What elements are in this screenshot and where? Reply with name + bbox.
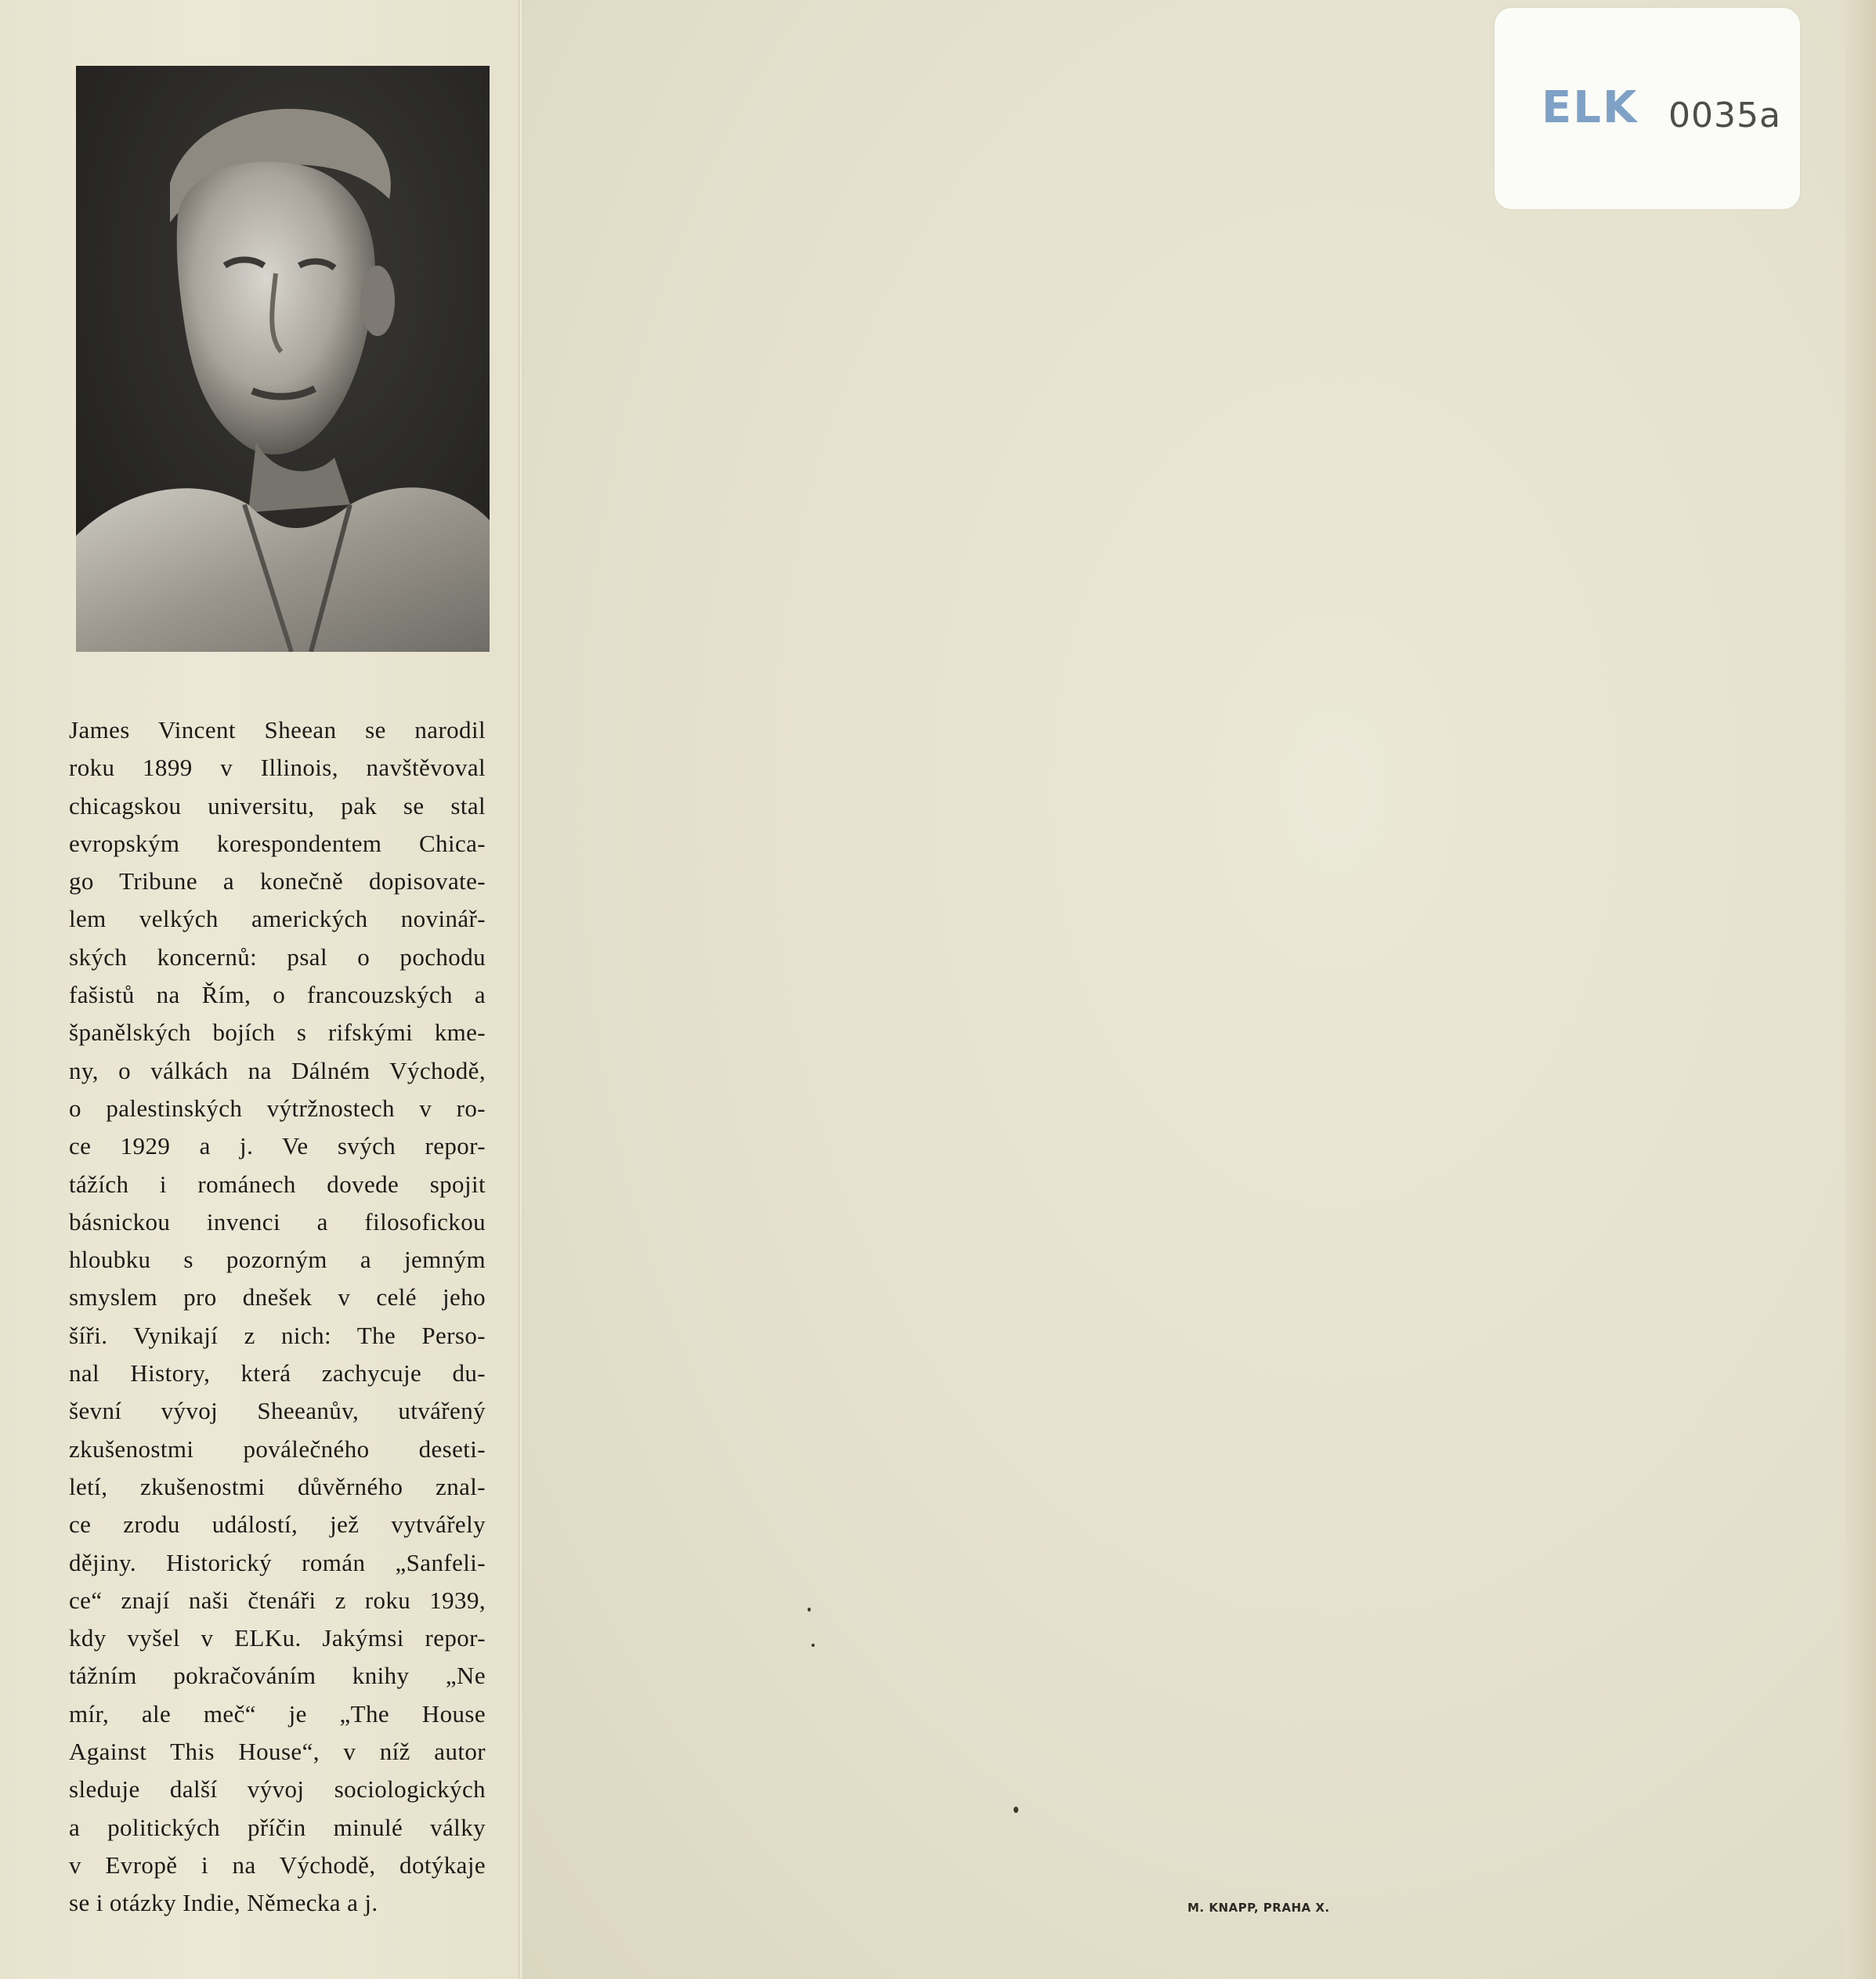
bio-line: Against This House“, v níž autor xyxy=(69,1738,486,1766)
bio-line: hloubku s pozorným a jemným xyxy=(69,1246,486,1274)
bio-line: letí, zkušenostmi důvěrného znal- xyxy=(69,1472,486,1500)
cover-right-edge xyxy=(1845,0,1876,1979)
bio-line: sleduje další vývoj sociologických xyxy=(69,1775,486,1804)
library-shelf-number: 0035a xyxy=(1668,96,1781,136)
library-label-sticker xyxy=(1495,8,1800,209)
paper-speck xyxy=(811,1644,815,1647)
bio-line: kdy vyšel v ELKu. Jakýmsi repor- xyxy=(69,1624,486,1652)
bio-line: go Tribune a konečně dopisovate- xyxy=(69,867,486,895)
bio-line: španělských bojích s rifskými kme- xyxy=(69,1018,486,1047)
bio-line: o palestinských výtržnostech v ro- xyxy=(69,1094,486,1122)
bio-line: zkušenostmi poválečného deseti- xyxy=(69,1435,486,1463)
bio-line: ce 1929 a j. Ve svých repor- xyxy=(69,1132,486,1160)
bio-line: chicagskou universitu, pak se stal xyxy=(69,791,486,819)
library-code: ELK xyxy=(1542,82,1639,133)
bio-line: James Vincent Sheean se narodil xyxy=(69,716,486,743)
bio-line: smyslem pro dnešek v celé jeho xyxy=(69,1283,486,1311)
bio-line: ny, o válkách na Dálném Východě, xyxy=(69,1056,486,1084)
author-portrait-photo xyxy=(76,66,490,652)
bio-line: šíři. Vynikají z nich: The Perso- xyxy=(69,1321,486,1349)
bio-line: básnickou invenci a filosofickou xyxy=(69,1207,486,1236)
paper-speck xyxy=(1014,1807,1018,1813)
printer-imprint: M. KNAPP, PRAHA X. xyxy=(1187,1901,1330,1915)
bio-line: v Evropě i na Východě, dotýkaje xyxy=(69,1851,486,1879)
bio-line: ševní vývoj Sheeanův, utvářený xyxy=(69,1397,486,1425)
back-cover-panel xyxy=(523,0,1876,1979)
author-biography xyxy=(69,711,486,1923)
bio-line: tážním pokračováním knihy „Ne xyxy=(69,1662,486,1690)
bio-line: evropským korespondentem Chica- xyxy=(69,829,486,857)
paper-speck xyxy=(808,1608,811,1612)
bio-line: lem velkých amerických novinář- xyxy=(69,905,486,933)
bio-line: fašistů na Řím, o francouzských a xyxy=(69,981,486,1009)
bio-line: nal History, která zachycuje du- xyxy=(69,1359,486,1387)
bio-line: se i otázky Indie, Německa a j. xyxy=(69,1889,378,1917)
bio-line: roku 1899 v Illinois, navštěvoval xyxy=(69,754,486,782)
bio-line: ce“ znají naši čtenáři z roku 1939, xyxy=(69,1586,486,1614)
bio-line: ce zrodu událostí, jež vytvářely xyxy=(69,1510,486,1539)
bio-line: ských koncernů: psal o pochodu xyxy=(69,942,486,971)
bio-line: dějiny. Historický román „Sanfeli- xyxy=(69,1548,486,1576)
bio-line: mír, ale meč“ je „The House xyxy=(69,1699,486,1728)
bio-line: tážích i románech dovede spojit xyxy=(69,1170,486,1198)
bio-line: a politických příčin minulé války xyxy=(69,1813,486,1841)
